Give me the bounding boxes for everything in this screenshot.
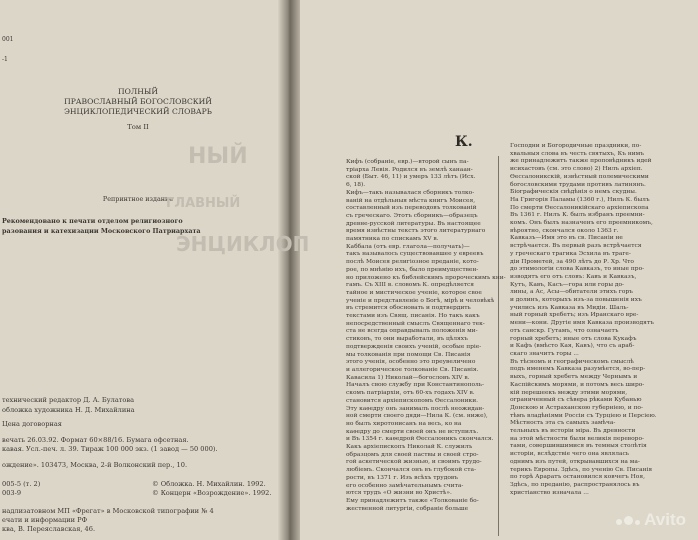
article-text-line: подтвержденія своихъ ученій, особые пріе- xyxy=(346,343,482,350)
article-text-line: и Въ 1354 г. каѳедрой Ѳессалоникъ скончался. xyxy=(346,436,494,443)
editor-line-1: технический редактор Д. А. Булатова xyxy=(2,396,135,404)
article-text-line: Началъ свою службу при Константинополь- xyxy=(346,382,484,389)
article-text-line: образцомъ для своей паствы и своей стро- xyxy=(346,451,479,458)
article-text-line: діи Прометей, за 490 лѣтъ до Р. Хр. Что xyxy=(510,258,634,265)
imprint-line: 005-5 (т. 2) xyxy=(2,480,41,488)
article-text-line: Кифъ (собраніе, евр.)—второй сынъ пa- xyxy=(346,159,469,165)
article-text-line: Кутъ, Кавъ, Касъ—гора или горы до- xyxy=(510,281,625,288)
article-text-line: ской (Быт. 46, 11) и умеръ 133 лѣтъ (Исх. xyxy=(346,174,476,181)
approval-line-1: Рекомендовано к печати отделом религиозного xyxy=(2,217,183,225)
title-line-3: ЭНЦИКЛОПЕДИЧЕСКИЙ СЛОВАРЬ xyxy=(64,107,212,116)
article-text-line: Господни и Богородичные праздники, по- xyxy=(510,143,642,149)
article-text-line: рое, по мнѣнію ихъ, было преимуществен- xyxy=(346,266,479,273)
article-text-line: до этимологіи слова Кавказъ, то иные про- xyxy=(510,266,645,273)
article-text-line: Каспійскимъ морями, и потомъ весь широ- xyxy=(510,381,645,388)
article-text-line: Въ тѣсномъ и географическомъ смыслѣ xyxy=(510,358,634,365)
article-text-line: у греческаго трагика Эсхила въ траге- xyxy=(510,250,631,257)
article-text-line: послѣ Моисея религіозное преданіе, кото- xyxy=(346,259,479,266)
article-text-line: же принадлежитъ также проповѣдникъ идей xyxy=(510,158,652,165)
avito-watermark xyxy=(616,510,686,530)
article-text-line: на этой мѣстности были великія переворо- xyxy=(510,435,644,442)
article-text-line: становится архіепископомъ Ѳессалоники. xyxy=(346,397,479,404)
watermark-text: Avito xyxy=(644,510,686,529)
article-text-line: мени—кони. Другіе имя Кавказа производятъ xyxy=(510,320,654,327)
left-page xyxy=(0,0,290,540)
approval-line-2: разования и катехизации Московского Патриархата xyxy=(2,227,201,235)
avito-logo-icon xyxy=(616,516,640,525)
article-text-line: и аллегорическое толкованіе Св. Писанія. xyxy=(346,366,479,373)
article-text-line: хвальныя слова въ честь святыхъ, Къ нимъ xyxy=(510,150,645,157)
article-text-line: его особенно замѣчательнымъ счита- xyxy=(346,482,464,489)
article-text-line: скомъ патріархіи, отъ 60-хъ годахъ XIV в. xyxy=(346,390,475,397)
imprint-line: надлизатовном МП «Фрегат» в Московской типографии № 4 xyxy=(2,507,214,515)
imprint-line: ечати и информации РФ xyxy=(2,516,88,524)
article-text-line: рости, въ 1371 г. Изъ всѣхъ трудовъ xyxy=(346,474,458,481)
article-text-line: Ему принадлежитъ также «Толкованіе бо- xyxy=(346,497,479,504)
article-text-line: тріарха Левія. Родился въ землѣ ханаан- xyxy=(346,166,473,173)
article-text-line: Каббала (отъ евр. глагола—получать)— xyxy=(346,243,470,250)
article-text-line: тами, совершившимися въ темныя столѣтія xyxy=(510,443,647,450)
page-corner-number: 001 xyxy=(2,36,14,43)
article-text-line: лины, а Ас, Асы—обитатели этихъ горъ xyxy=(510,289,633,296)
article-text-line: тайное и мистическое ученіе, которое свое xyxy=(346,289,482,296)
article-text-line: изводятъ его отъ словъ: Кавъ и Кавказъ, xyxy=(510,273,637,280)
article-text-line: памятника по спискамъ XV в. xyxy=(346,236,439,243)
article-text-line: и долинъ, которыхъ изъ-за повышенія ихъ xyxy=(510,297,642,304)
article-text-line: ограниченный съ сѣвера рѣками Кубанью xyxy=(510,397,642,404)
dictionary-column-left xyxy=(346,159,506,513)
title-line-2: ПРАВОСЛАВНЫЙ БОГОСЛОВСКИЙ xyxy=(64,97,212,106)
article-text-line: Ѳессалоникскій, извѣстный полемическими xyxy=(510,173,649,180)
article-text-line: Эту каѳедру онъ занималъ послѣ неожидан- xyxy=(346,405,485,412)
article-text-line: составленный изъ переводовъ толкованій xyxy=(346,205,477,212)
article-text-line: ваній на отдѣльныя мѣста книгъ Моисея, xyxy=(346,197,476,204)
article-text-line: исихастовъ (см. это слово) 2) Нилъ архіеп. xyxy=(510,166,643,173)
article-text-line: Здѣсь, по преданію, распространялось въ xyxy=(510,481,640,488)
article-text-line: Кифъ—такъ называлася сборникъ толко- xyxy=(346,189,475,196)
imprint-line: кавая. Усл.-печ. л. 39. Тираж 100 000 экз. (1 завод — 50 000). xyxy=(2,445,218,453)
article-text-line: этого ученія, особенно это преувеличено xyxy=(346,359,476,366)
article-text-line: Біографическія свѣдѣнія о немъ скудны. xyxy=(510,189,637,196)
title-line-1: ПОЛНЫЙ xyxy=(118,87,158,96)
article-text-line: жественной литургіи, собраніе больше xyxy=(346,505,469,512)
article-text-line: выхъ, горный хребетъ между Чернымъ и xyxy=(510,374,638,381)
imprint-line: вечать 26.03.92. Формат 60×88/16. Бумага офсетная. xyxy=(2,436,189,444)
article-text-line: время извѣстны текстъ этого литературнаго xyxy=(346,228,486,235)
editor-line-2: обложка художника Н. Д. Михайлина xyxy=(2,406,135,414)
article-text-line: ются трудъ «О жизни во Христѣ». xyxy=(346,490,452,497)
article-text-line: встрѣчается. Въ первый разъ встрѣчается xyxy=(510,243,642,250)
article-text-line: вѣроятно, скончался около 1363 г. xyxy=(510,227,619,234)
imprint-line: ождение». 103473, Москва, 2-й Волконский пер., 10. xyxy=(2,461,188,469)
imprint-line: Цена договорная xyxy=(2,420,62,428)
article-text-line: 6, 18). xyxy=(346,182,366,189)
article-text-line: комъ. Онъ былъ назначенъ его преемникомъ, xyxy=(510,220,653,227)
article-text-line: стиковъ, то они выработали, въ цѣляхъ xyxy=(346,336,468,343)
page-corner-number-2: -1 xyxy=(2,56,8,63)
article-text-line: По смерти Ѳессалоникійскаго архіепископа xyxy=(510,204,649,211)
column-divider xyxy=(498,156,499,536)
bleed-through-ghost-text: ГЛАВНЫЙ xyxy=(166,196,241,211)
article-text-line: такъ называлось существовавшее у евреевъ xyxy=(346,251,484,258)
article-text-line: исторіи, вслѣдствіе чего она являлась xyxy=(510,451,630,458)
article-text-line: кій перешеекъ между этими морями, xyxy=(510,389,628,396)
article-text-line: Кавказъ—Имя это въ св. Писаніи не xyxy=(510,235,623,242)
article-text-line: богословскими трудами противъ латинянъ. xyxy=(510,181,646,188)
article-text-line: отъ санскр. Гутамъ, что означаетъ xyxy=(510,327,619,334)
article-text-line: Мѣстность эта съ самыхъ замѣча- xyxy=(510,420,616,427)
article-text-line: На Григорія Паламы (1360 г.), Нилъ К. былъ xyxy=(510,196,650,203)
article-text-line: и Кафъ (вмѣсто Кая, Кавъ), что съ араб- xyxy=(510,343,635,350)
article-text-line: текстами изъ Свящ. писанія. Но такъ какъ xyxy=(346,313,480,320)
article-text-line: ной смерти своего дяди—Нила К. (см. ниже), xyxy=(346,413,488,420)
bleed-through-ghost-text: ЭНЦИКЛОП xyxy=(176,232,310,256)
article-text-line: Донскою и Астраханскою губерніею, и по- xyxy=(510,404,643,411)
book-spine-gutter xyxy=(278,0,300,540)
article-text-line: ный горный хребетъ; изъ Иранскаго вре- xyxy=(510,312,639,319)
article-text-line: непосредственный смыслъ Священнаго тек- xyxy=(346,320,485,327)
article-text-line: гой аскетической жизнью, и своимъ трудо- xyxy=(346,459,482,466)
article-text-line: христіанство изначала ... xyxy=(510,489,589,496)
article-text-line: учились изъ Кавказа въ Мидіи. Шаль- xyxy=(510,304,629,311)
article-text-line: тельныхъ въ исторіи міра. Въ древности xyxy=(510,428,636,435)
article-text-line: любіемъ. Скончался онъ въ глубокой ста- xyxy=(346,467,477,474)
article-text-line: но приложено къ библейскимъ пророческимъ кни- xyxy=(346,274,506,281)
reprint-label: Репринтное издание xyxy=(102,195,174,203)
bleed-through-ghost-text: НЫЙ xyxy=(188,144,248,169)
article-text-line: по горѣ Араратъ остановился ковчегъ Ноя, xyxy=(510,474,645,481)
article-text-line: ученіе и представленіе о Богѣ, мірѣ и человѣкѣ xyxy=(346,297,495,304)
imprint-line: ква, В. Переяславская, 46. xyxy=(2,525,96,533)
article-text-line: терикъ Европы. Здѣсь, по ученію Св. Писанія xyxy=(510,466,653,473)
article-text-line: каѳедру до смерти своей онъ не вступилъ. xyxy=(346,428,479,435)
copyright-line: © Концерн «Возрождение». 1992. xyxy=(152,489,272,497)
dictionary-column-right xyxy=(510,143,670,497)
article-text-line: мы толкованія при помощи Св. Писанія xyxy=(346,351,471,358)
article-text-line: гамъ. Съ XIII в. словомъ К. опредѣляется xyxy=(346,282,474,289)
article-text-line: въ стремится обосновать и подтвердить xyxy=(346,305,471,312)
article-text-line: тѣмъ владѣніями Россіи съ Турціею и Персіею. xyxy=(510,412,657,419)
article-text-line: ста не всегда оправдывалъ положенія ми- xyxy=(346,328,478,335)
article-text-line: Какъ архіепископъ Николай К. служилъ xyxy=(346,444,473,451)
article-text-line: горный хребетъ; иные отъ слова Кукафъ xyxy=(510,335,637,342)
article-text-line: древне-русской литературы. Въ настоящее xyxy=(346,220,481,227)
article-text-line: Кавасила 1) Николай—богословъ XIV в. xyxy=(346,374,470,381)
article-text-line: Въ 1361 г. Нилъ К. былъ избранъ преемни- xyxy=(510,212,645,219)
volume-label: Том II xyxy=(127,123,149,131)
article-text-line: скаго значитъ горы ... xyxy=(510,350,579,357)
article-text-line: подъ именемъ Кавказа разумѣется, во-пер- xyxy=(510,366,646,373)
section-letter-heading: К. xyxy=(455,134,473,150)
article-text-line: съ греческаго. Этотъ сборникъ—образецъ xyxy=(346,212,478,219)
copyright-line: © Обложка. Н. Михайлин. 1992. xyxy=(152,480,266,488)
imprint-line: 003-9 xyxy=(2,489,22,497)
article-text-line: однимъ изъ путей, открывавшихся на ма- xyxy=(510,458,640,465)
article-text-line: но былъ хиротонисанъ на весь, ко на xyxy=(346,420,462,427)
